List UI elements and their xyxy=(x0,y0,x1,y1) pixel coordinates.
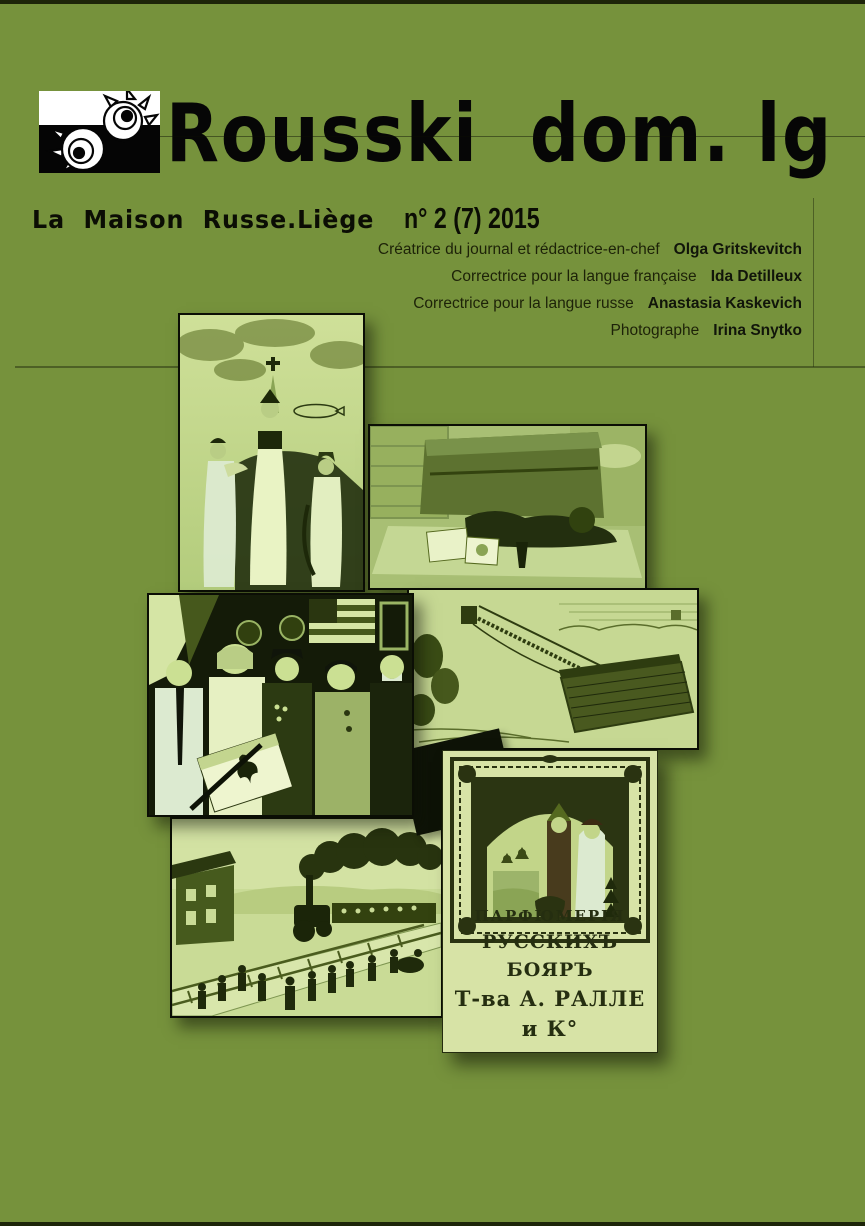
allegory-poster-art xyxy=(180,315,363,590)
ralle-line-parfumeria: ПАРФЮМЕРІЯ xyxy=(474,907,626,925)
credit-name: Ida Detilleux xyxy=(710,268,802,285)
credit-name: Irina Snytko xyxy=(713,322,802,339)
ralle-poster-image xyxy=(442,750,658,1053)
journal-subtitle: La Maison Russe.Liège xyxy=(32,205,375,234)
credit-role: Correctrice pour la langue russe xyxy=(413,295,634,312)
train-cars xyxy=(332,903,436,923)
credit-role: Correctrice pour la langue française xyxy=(451,268,697,285)
masthead-divider-rule xyxy=(15,366,865,368)
tomb-photo-art xyxy=(370,426,645,588)
rousski-dom-logo xyxy=(39,91,160,173)
locomotive xyxy=(293,905,332,942)
credit-name: Olga Gritskevitch xyxy=(673,241,802,258)
railway-engraving-art xyxy=(172,819,441,1016)
credit-name: Anastasia Kaskevich xyxy=(647,295,802,312)
railway-engraving-image xyxy=(170,817,443,1018)
issue-number: n° 2 (7) 2015 xyxy=(404,203,541,235)
top-edge-bar xyxy=(0,0,865,4)
station-house xyxy=(172,851,236,945)
credits-vertical-rule xyxy=(813,198,814,367)
credit-role: Créatrice du journal et rédactrice-en-chef xyxy=(377,241,660,258)
group-photo-image xyxy=(147,593,414,817)
journal-title: Rousski dom. lg xyxy=(166,87,834,180)
citadel-engraving-image xyxy=(407,588,699,750)
ralle-line-ralle-co: Т-ва А. РАЛЛЕ и К° xyxy=(454,986,646,1041)
title-hairline xyxy=(160,136,865,137)
credit-role: Photographe xyxy=(610,322,700,339)
ralle-line-russkikh-boyar: РУССКИХЪ БОЯРЪ xyxy=(481,931,619,981)
credit-row xyxy=(162,263,802,290)
tomb-photo-image xyxy=(368,424,647,590)
ralle-poster-text xyxy=(443,904,657,1044)
subtitle-row xyxy=(32,203,574,236)
allegory-poster-image xyxy=(178,313,365,592)
credit-row xyxy=(162,236,802,263)
bottom-edge-bar xyxy=(0,1222,865,1226)
citadel-engraving-art xyxy=(409,590,697,748)
group-photo-art xyxy=(149,595,412,815)
